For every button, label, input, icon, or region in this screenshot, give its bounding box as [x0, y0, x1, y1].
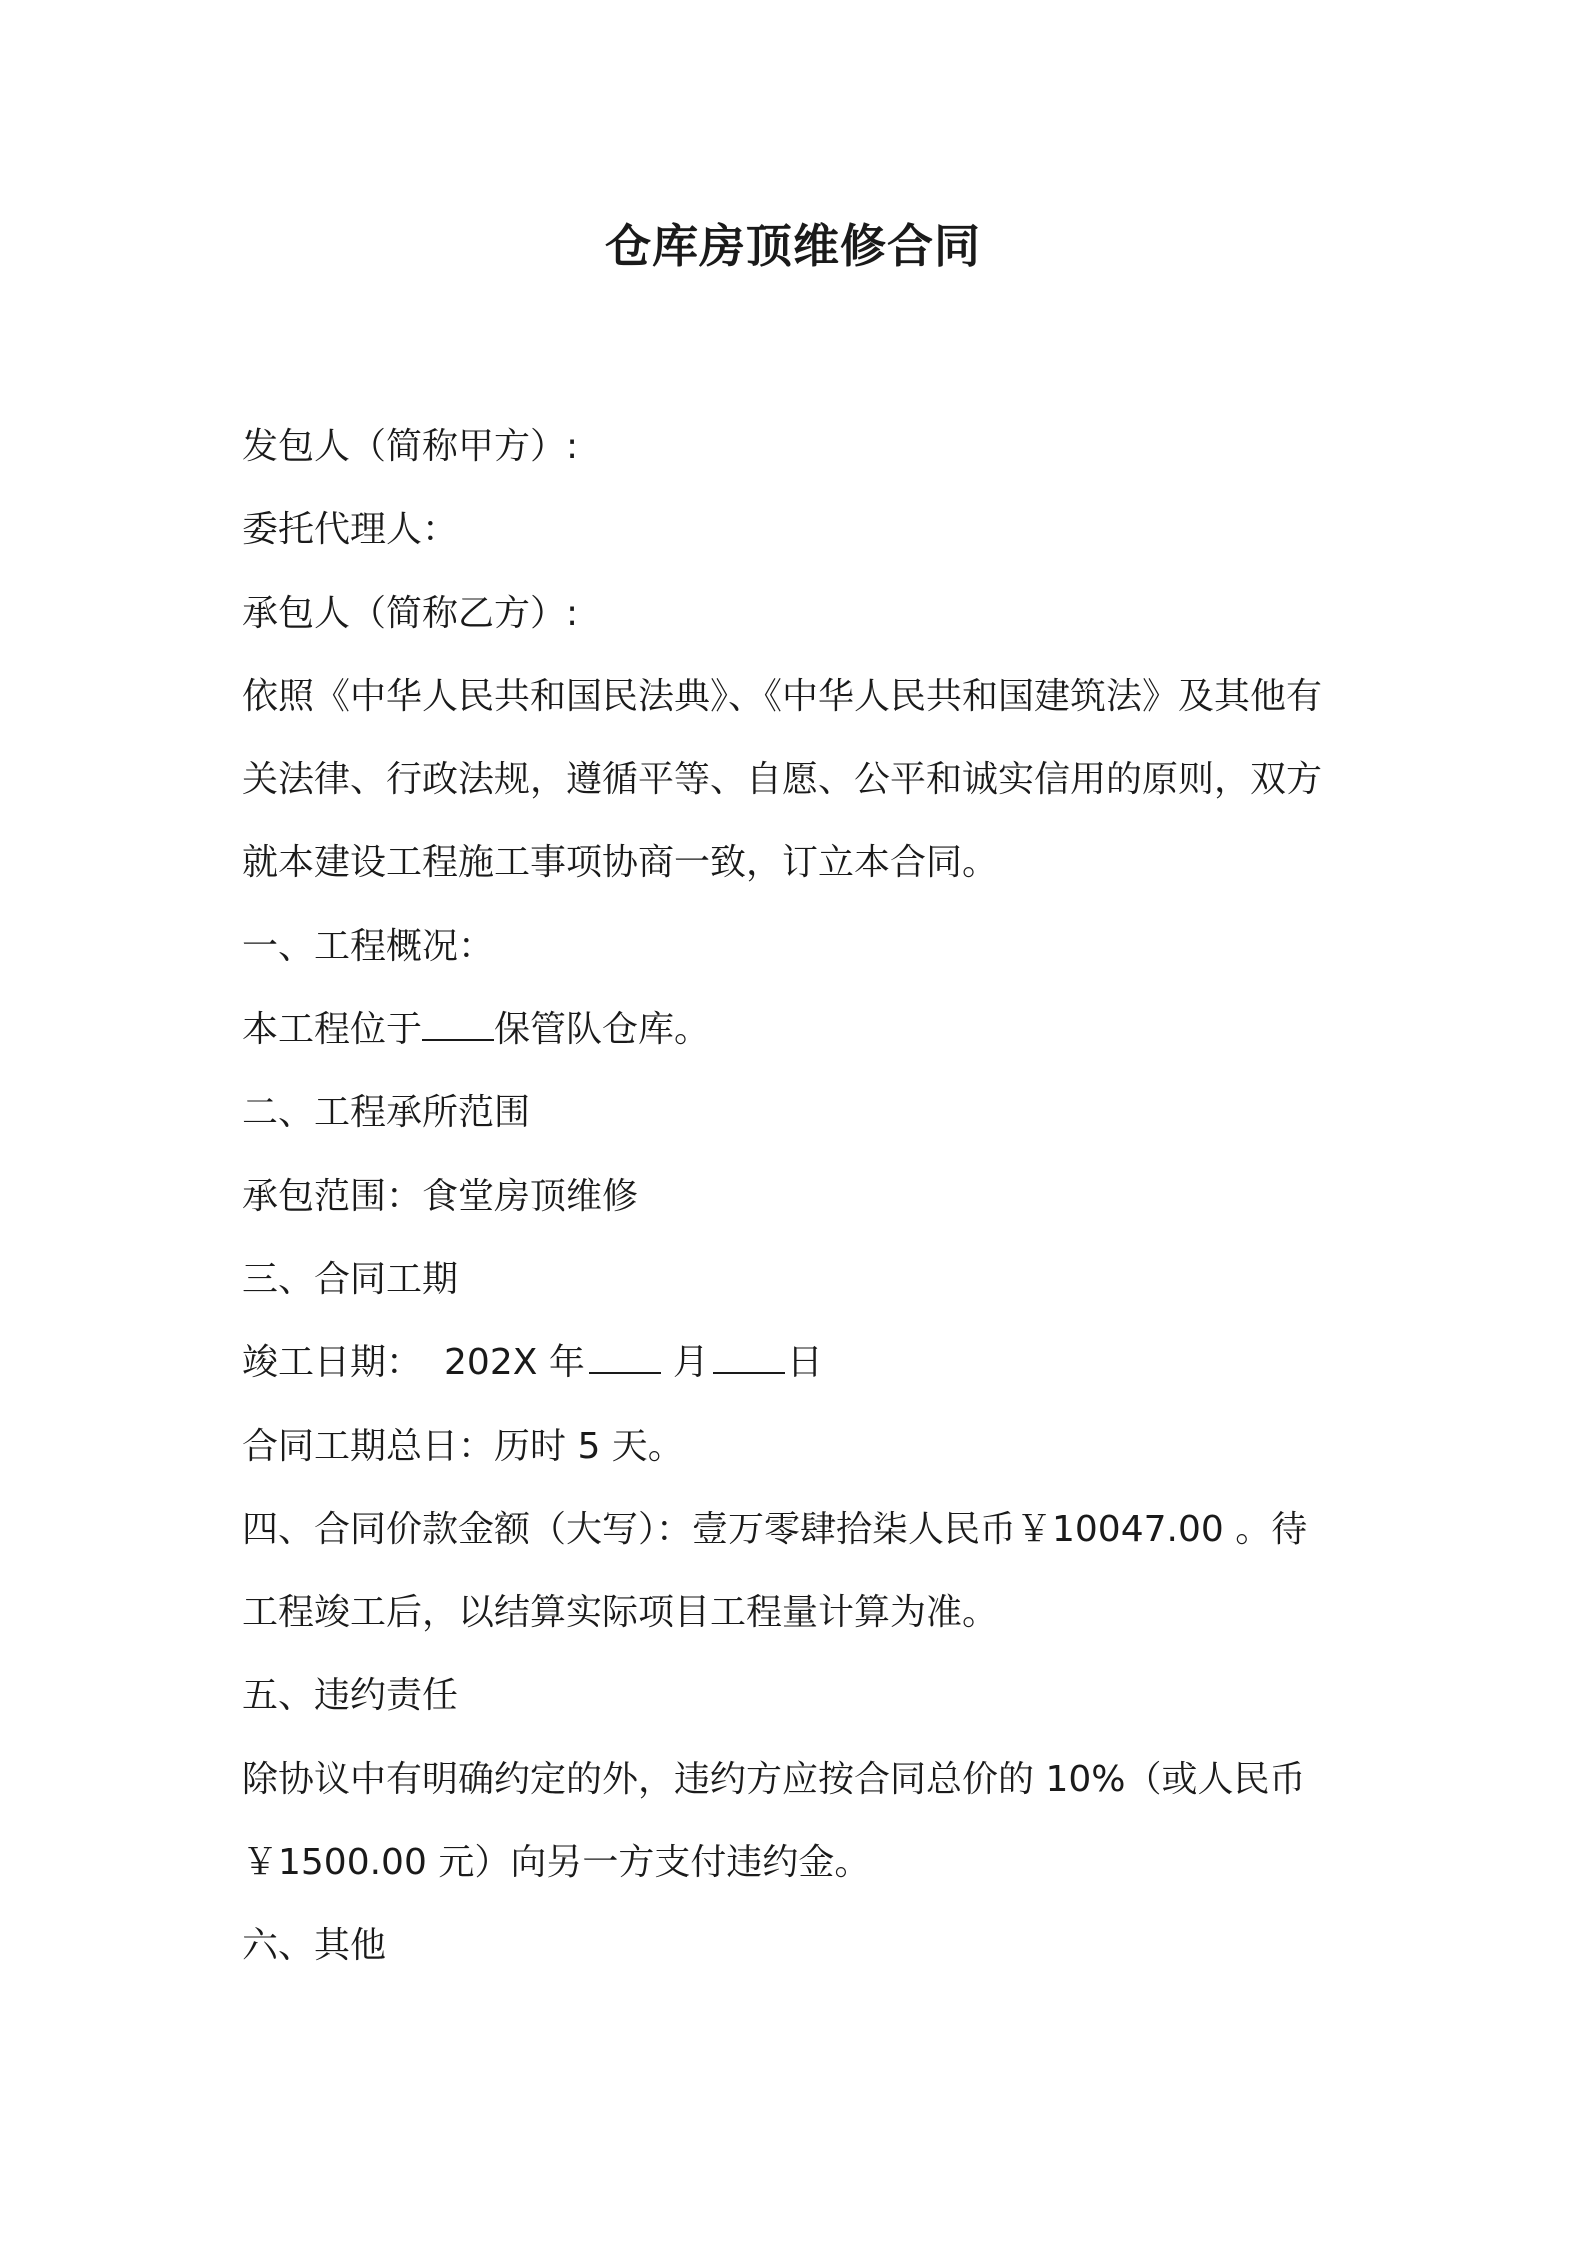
month-blank — [589, 1332, 661, 1374]
day-blank — [713, 1332, 785, 1374]
section6-heading: 六、其他 — [242, 1925, 387, 1967]
section2-heading: 二、工程承所范围 — [242, 1092, 531, 1134]
scope-line: 承包范围：食堂房顶维修 — [242, 1175, 639, 1217]
completion-day: 日 — [786, 1342, 823, 1384]
agent-line: 委托代理人： — [242, 509, 459, 551]
preamble-line: 关法律、行政法规，遵循平等、自愿、公平和诚实信用的原则，双方 — [242, 759, 1323, 801]
location-prefix: 本工程位于 — [242, 1009, 423, 1051]
price-line: 工程竣工后，以结算实际项目工程量计算为准。 — [242, 1592, 999, 1634]
completion-date-line — [242, 1321, 1360, 1404]
penalty-line: ￥1500.00 元）向另一方支付违约金。 — [242, 1842, 871, 1884]
location-line — [242, 988, 1360, 1071]
party-a-line: 发包人（简称甲方）: — [242, 426, 579, 467]
section1-heading: 一、工程概况： — [242, 925, 495, 967]
preamble-line: 依照《中华人民共和国民法典》、《中华人民共和国建筑法》及其他有 — [242, 675, 1323, 717]
location-suffix: 保管队仓库。 — [494, 1009, 711, 1051]
section5-heading: 五、违约责任 — [242, 1675, 459, 1717]
duration-line: 合同工期总日：历时 5 天。 — [242, 1425, 684, 1467]
party-b-line: 承包人（简称乙方）: — [242, 592, 579, 634]
preamble-line: 就本建设工程施工事项协商一致，订立本合同。 — [242, 842, 999, 884]
completion-year: 202X 年 — [444, 1342, 585, 1384]
document-body — [242, 405, 1360, 1988]
document-title: 仓库房顶维修合同 — [605, 219, 981, 273]
completion-label: 竣工日期： — [242, 1342, 423, 1384]
location-blank — [422, 999, 494, 1041]
price-line: 四、合同价款金额（大写）：壹万零肆拾柒人民币￥10047.00 。待 — [242, 1508, 1308, 1550]
completion-month: 月 — [672, 1342, 709, 1384]
penalty-line: 除协议中有明确约定的外，违约方应按合同总价的 10%（或人民币 — [242, 1758, 1306, 1800]
section3-heading: 三、合同工期 — [242, 1258, 459, 1300]
